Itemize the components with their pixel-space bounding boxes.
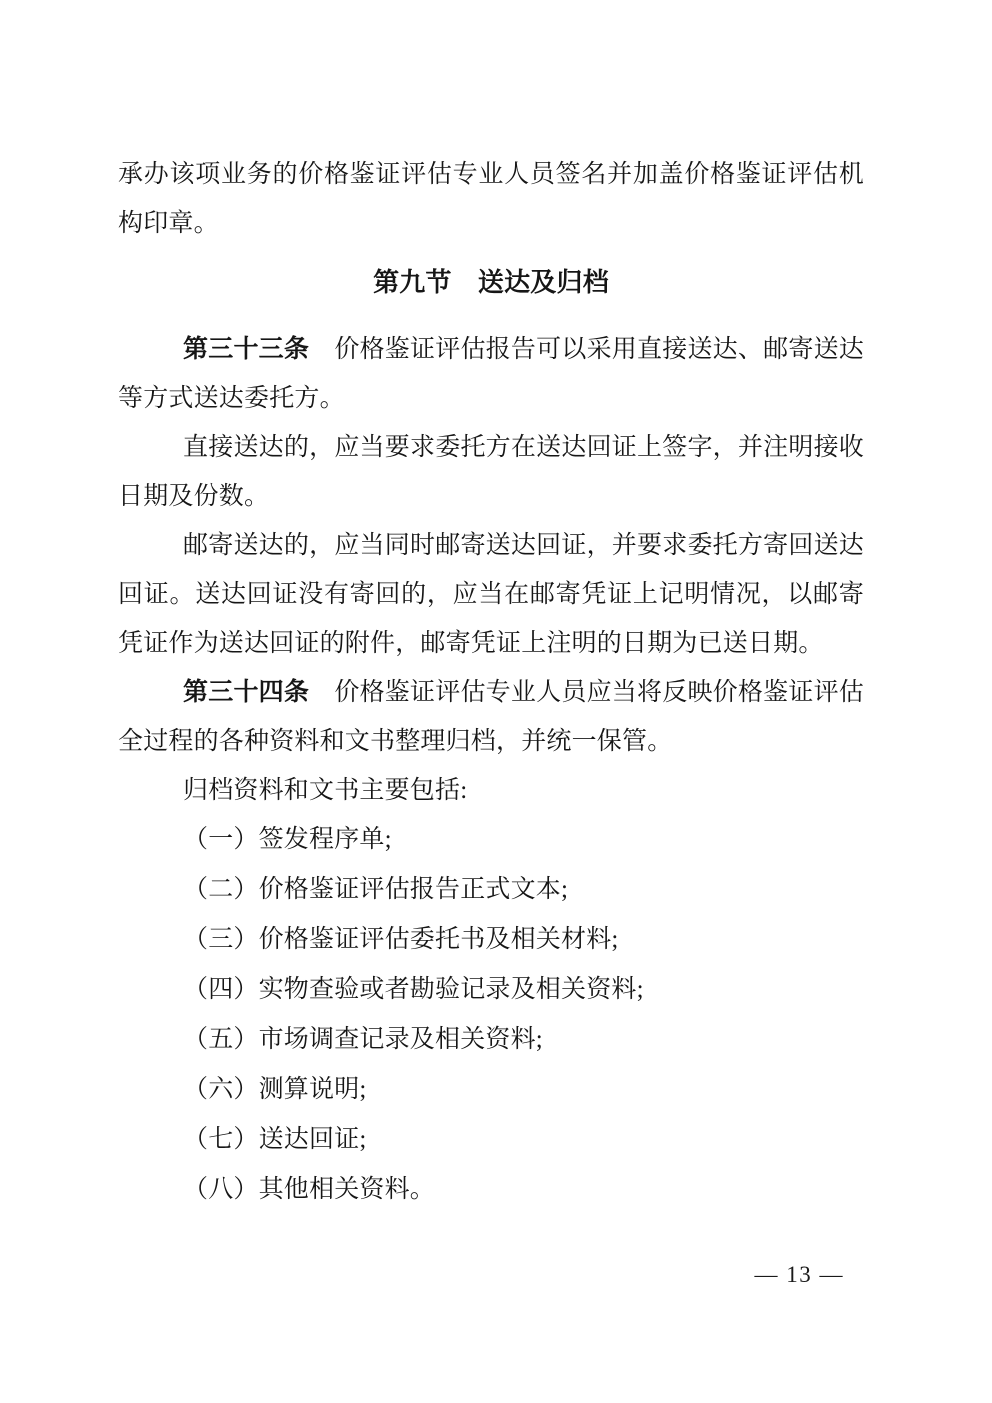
section-heading: 第九节 送达及归档 [373, 268, 609, 297]
archive-list-item-4: （四）实物查验或者勘验记录及相关资料; [183, 976, 644, 1003]
article-34-text: 价格鉴证评估专业人员应当将反映价格鉴证评估全过程的各种资料和文书整理归档，并统一保管。 [118, 679, 864, 755]
article-33-number: 第三十三条 [183, 336, 310, 363]
archive-intro-paragraph: 归档资料和文书主要包括: [183, 777, 468, 804]
article-33-text: 价格鉴证评估报告可以采用直接送达、邮寄送达等方式送达委托方。 [118, 336, 864, 412]
archive-list-item-1: （一）签发程序单; [183, 826, 392, 853]
article-34-number: 第三十四条 [183, 679, 310, 706]
archive-list-item-3: （三）价格鉴证评估委托书及相关材料; [183, 926, 619, 953]
direct-delivery-paragraph: 直接送达的，应当要求委托方在送达回证上签字，并注明接收日期及份数。 [118, 434, 864, 510]
archive-list-item-8: （八）其他相关资料。 [183, 1176, 436, 1203]
archive-list-item-6: （六）测算说明; [183, 1076, 367, 1103]
archive-list-item-7: （七）送达回证; [183, 1126, 367, 1153]
page-number: — 13 — [754, 1262, 844, 1287]
archive-list [118, 815, 864, 1215]
continuation-paragraph: 承办该项业务的价格鉴证评估专业人员签名并加盖价格鉴证评估机构印章。 [118, 161, 864, 237]
archive-list-item-2: （二）价格鉴证评估报告正式文本; [183, 876, 569, 903]
mail-delivery-paragraph: 邮寄送达的，应当同时邮寄送达回证，并要求委托方寄回送达回证。送达回证没有寄回的，应当在邮寄凭证上记明情况，以邮寄凭证作为送达回证的附件，邮寄凭证上注明的日期为已送日期。 [118, 532, 864, 657]
document-body [118, 150, 864, 1215]
archive-list-item-5: （五）市场调查记录及相关资料; [183, 1026, 543, 1053]
article-34-paragraph [118, 668, 864, 766]
article-33-paragraph [118, 325, 864, 423]
